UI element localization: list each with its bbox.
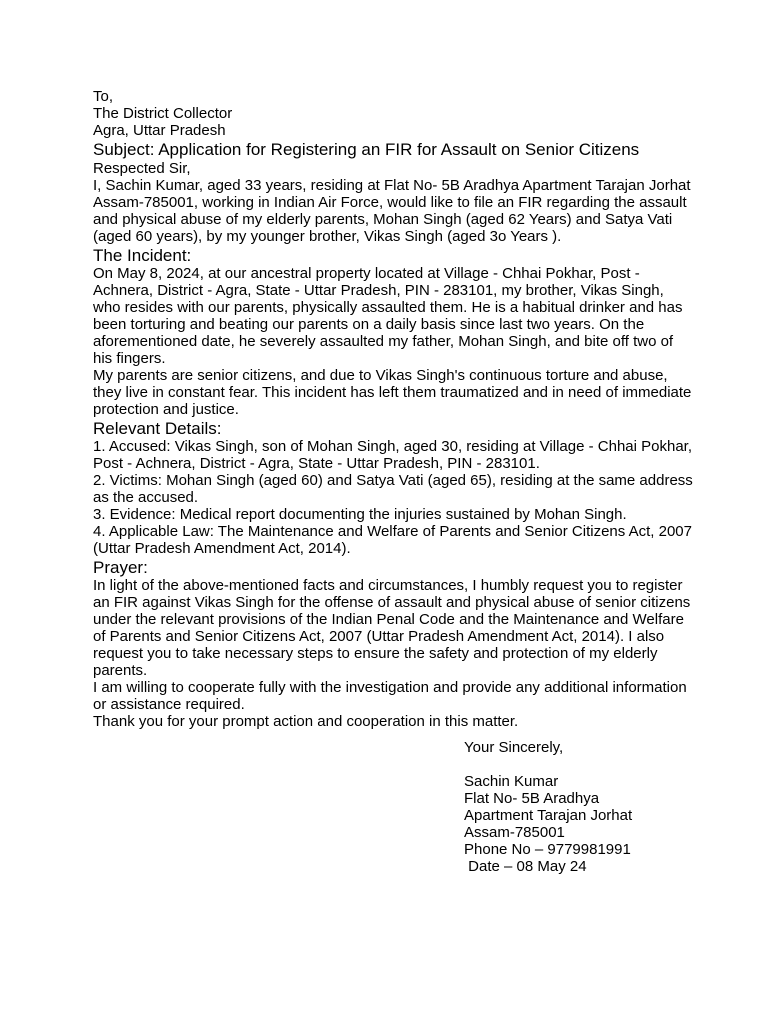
incident-paragraph-2: My parents are senior citizens, and due to Vikas Singh's continuous torture and abuse, they live in constant fear. This incident has left them traumatized and in need of immediate protection and justice. [93,367,692,418]
address-location: Agra, Uttar Pradesh [93,122,226,139]
prayer-paragraph-2: I am willing to cooperate fully with the investigation and provide any additional information or assistance required. [93,679,687,713]
letter-subject: Subject: Application for Registering an FIR for Assault on Senior Citizens [93,140,640,159]
incident-paragraph-1: On May 8, 2024, at our ancestral property located at Village - Chhai Pokhar, Post - Achnera, District - Agra, State - Uttar Pradesh, PIN - 283101, my brother, Vikas Singh, who resides with our parents, physically assaulted them. He is a habitual drinker and has been torturing and beating our parents on a daily basis since last two years. On the aforementioned date, he severely assaulted my father, Mohan Singh, and bite off two of his fingers. [93,265,683,367]
signature-address-line: Flat No- 5B Aradhya [464,790,600,807]
signature-block [464,739,744,875]
prayer-heading: Prayer: [93,558,148,577]
details-item: 3. Evidence: Medical report documenting the injuries sustained by Mohan Singh. [93,506,627,523]
letter-body [93,88,693,730]
signature-closing: Your Sincerely, [464,739,564,756]
signature-name: Sachin Kumar [464,773,559,790]
details-heading: Relevant Details: [93,419,222,438]
prayer-paragraph-1: In light of the above-mentioned facts and circumstances, I humbly request you to register an FIR against Vikas Singh for the offense of assault and physical abuse of senior citizens under the relevant provisions of the Indian Penal Code and the Maintenance and Welfare of Parents and Senior Citizens Act, 2007 (Uttar Pradesh Amendment Act, 2014). I also request you to take necessary steps to ensure the safety and protection of my elderly parents. [93,577,691,679]
details-item: 2. Victims: Mohan Singh (aged 60) and Satya Vati (aged 65), residing at the same address as the accused. [93,472,693,506]
signature-gap [464,756,744,773]
signature-date: Date – 08 May 24 [464,858,587,875]
details-item: 4. Applicable Law: The Maintenance and Welfare of Parents and Senior Citizens Act, 2007 (Uttar Pradesh Amendment Act, 2014). [93,523,692,557]
prayer-paragraph-3: Thank you for your prompt action and cooperation in this matter. [93,713,519,730]
address-recipient: The District Collector [93,105,233,122]
intro-paragraph: I, Sachin Kumar, aged 33 years, residing at Flat No- 5B Aradhya Apartment Tarajan Jorhat Assam-785001, working in Indian Air Force, would like to file an FIR regarding the assault and physical abuse of my elderly parents, Mohan Singh (aged 62 Years) and Satya Vati (aged 60 years), by my younger brother, Vikas Singh (aged 3o Years ). [93,177,691,245]
details-item: 1. Accused: Vikas Singh, son of Mohan Singh, aged 30, residing at Village - Chhai Pokhar, Post - Achnera, District - Agra, State - Uttar Pradesh, PIN - 283101. [93,438,692,472]
incident-heading: The Incident: [93,246,192,265]
signature-address-line: Assam-785001 [464,824,565,841]
signature-address-line: Apartment Tarajan Jorhat [464,807,633,824]
signature-phone: Phone No – 9779981991 [464,841,631,858]
address-to: To, [93,88,114,105]
salutation: Respected Sir, [93,160,191,177]
